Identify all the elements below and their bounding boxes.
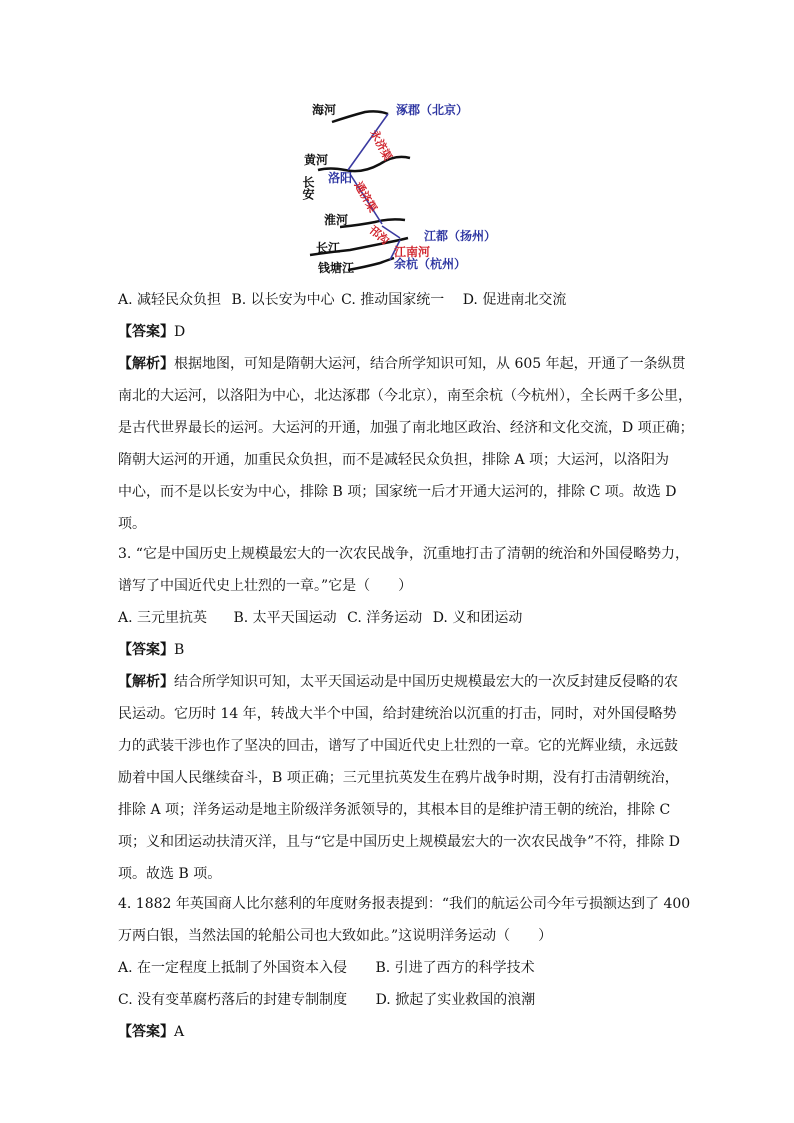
map-label-hangou: 邗沟	[366, 223, 392, 248]
q3-answer	[118, 642, 678, 658]
map-label-yuhang: 余杭（杭州）	[394, 257, 467, 271]
q2-option-c: C. 推动国家统一	[341, 292, 445, 308]
map-label-changan: 长安	[301, 176, 315, 200]
q4-option-b: B. 引进了西方的科学技术	[375, 960, 535, 976]
q3-option-b: B. 太平天国运动	[233, 610, 337, 626]
q4-answer	[118, 1024, 678, 1040]
q4-option-a: A. 在一定程度上抵制了外国资本入侵	[118, 960, 348, 976]
q4-stem-line-1: 4. 1882 年英国商人比尔慈利的年度财务报表提到：“我们的航运公司今年亏损额达到了 400	[118, 896, 691, 912]
map-label-haihe: 海河	[312, 103, 337, 117]
q2-analysis-line-1: 【解析】根据地图，可知是隋朝大运河，结合所学知识可知，从 605 年起，开通了一条纵贯	[118, 356, 686, 372]
q3-answer-value: B	[174, 642, 185, 658]
q2-analysis-line-4: 隋朝大运河的开通，加重民众负担，而不是减轻民众负担，排除 A 项；大运河，以洛阳为	[118, 452, 670, 468]
q3-options	[118, 610, 678, 626]
q4-answer-tag: 【答案】	[118, 1024, 174, 1040]
q3-analysis-line-2: 民运动。它历时 14 年，转战大半个中国，给封建统治以沉重的打击，同时，对外国侵略势	[118, 706, 677, 722]
map-label-huanghe: 黄河	[304, 153, 329, 167]
q4-option-c: C. 没有变革腐朽落后的封建专制制度	[118, 992, 348, 1008]
q3-answer-tag: 【答案】	[118, 642, 174, 658]
map-label-huaihe: 淮河	[324, 213, 349, 227]
grand-canal-map	[290, 92, 497, 282]
q3-analysis-line-4: 励着中国人民继续奋斗，B 项正确；三元里抗英发生在鸦片战争时期，没有打击清朝统治，	[118, 770, 679, 786]
q4-stem-line-2: 万两白银，当然法国的轮船公司也大致如此。”这说明洋务运动（ ）	[118, 928, 553, 944]
q3-stem-line-1: 3. “它是中国历史上规模最宏大的一次农民战争，沉重地打击了清朝的统治和外国侵略势力，	[118, 546, 689, 562]
q2-option-a: A. 减轻民众负担	[118, 292, 222, 308]
q3-analysis-line-3: 力的武装干涉也作了坚决的回击，谱写了中国近代史上壮烈的一章。它的光辉业绩，永远鼓	[118, 738, 678, 754]
q3-analysis-line-7: 项。故选 B 项。	[118, 866, 222, 882]
q2-analysis-line-3: 是古代世界最长的运河。大运河的开通，加强了南北地区政治、经济和文化交流，D 项正确；	[118, 420, 694, 436]
q3-option-d: D. 义和团运动	[432, 610, 523, 626]
q3-option-c: C. 洋务运动	[347, 610, 423, 626]
q2-analysis-tag: 【解析】	[118, 356, 174, 372]
q4-answer-value: A	[174, 1024, 185, 1040]
q2-option-d: D. 促进南北交流	[462, 292, 567, 308]
map-label-luoyang: 洛阳	[328, 171, 353, 185]
q2-answer-value: D	[174, 324, 186, 340]
map-label-jiangnanhe: 江南河	[394, 245, 431, 259]
q3-analysis-line-1: 【解析】结合所学知识可知，太平天国运动是中国历史规模最宏大的一次反封建反侵略的农	[118, 674, 678, 690]
q2-options	[118, 292, 678, 308]
q2-answer	[118, 324, 678, 340]
q2-analysis-line-2: 南北的大运河，以洛阳为中心，北达涿郡（今北京），南至余杭（今杭州），全长两千多公里，	[118, 388, 692, 404]
q2-option-b: B. 以长安为中心	[231, 292, 335, 308]
q2-analysis-line-5: 中心，而不是以长安为中心，排除 B 项；国家统一后才开通大运河的，排除 C 项。故选 D	[118, 484, 677, 500]
map-label-changjiang: 长江	[316, 241, 341, 255]
map-label-tongjiqu: 通济渠	[351, 179, 380, 215]
map-label-jiangdu: 江都（扬州）	[424, 229, 497, 243]
map-label-zhuojun: 涿郡（北京）	[396, 103, 469, 117]
q3-stem-line-2: 谱写了中国近代史上壮烈的一章。”它是（ ）	[118, 578, 413, 594]
q2-answer-tag: 【答案】	[118, 324, 174, 340]
map-label-qiantangjiang: 钱塘江	[318, 261, 355, 275]
q4-options-row-2	[118, 992, 678, 1008]
q3-analysis-line-6: 项；义和团运动扶清灭洋，且与“它是中国历史上规模最宏大的一次农民战争”不符，排除 D	[118, 834, 680, 850]
q2-analysis-line-6: 项。	[118, 516, 146, 532]
q3-option-a: A. 三元里抗英	[118, 610, 208, 626]
q3-analysis-line-5: 排除 A 项；洋务运动是地主阶级洋务派领导的，其根本目的是维护清王朝的统治，排除 C	[118, 802, 671, 818]
q3-analysis-tag: 【解析】	[118, 674, 174, 690]
q4-options-row-1	[118, 960, 678, 976]
q4-option-d: D. 掀起了实业救国的浪潮	[375, 992, 536, 1008]
map-label-yongjiqu: 永济渠	[367, 127, 395, 163]
